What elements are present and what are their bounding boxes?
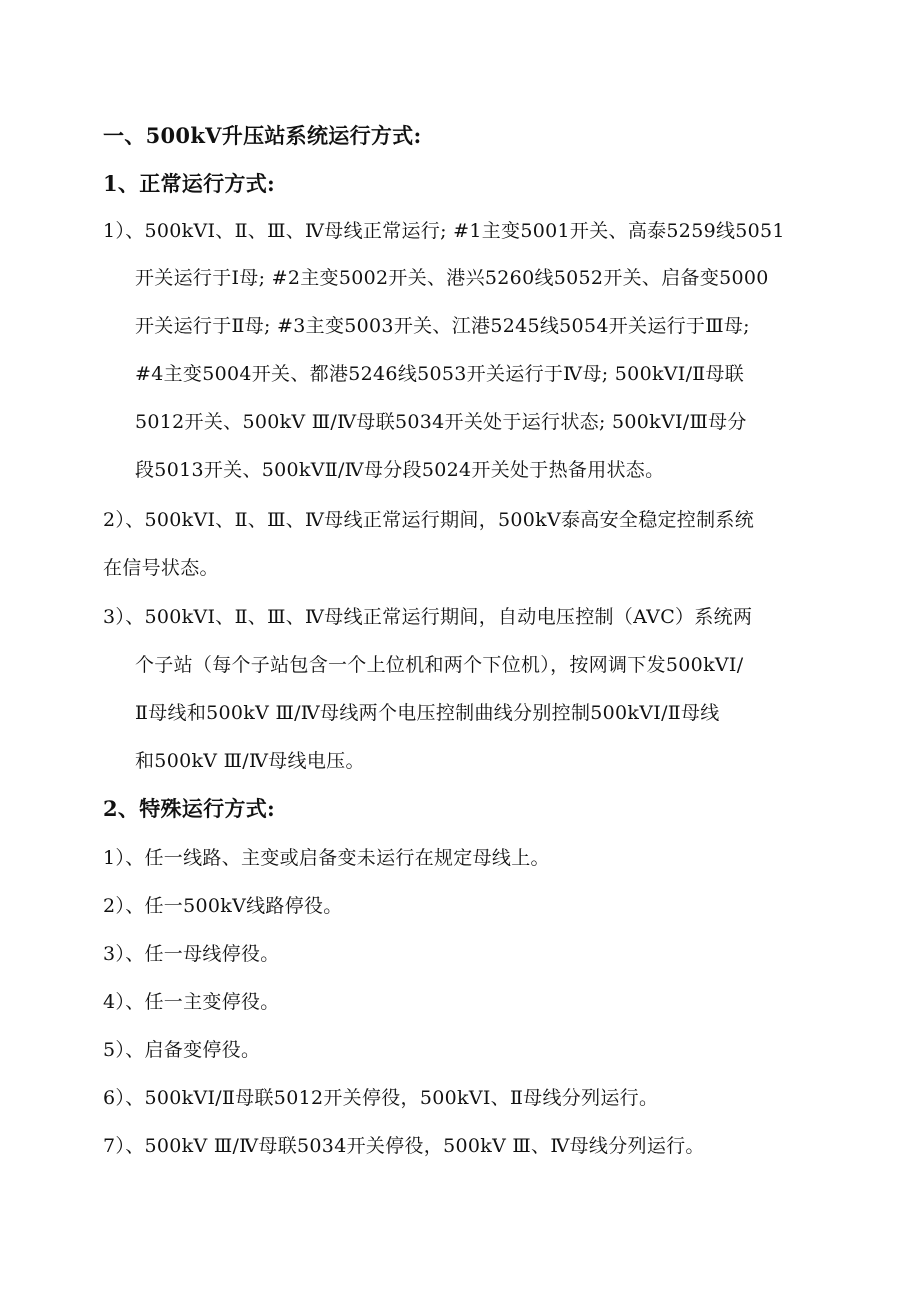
special-item: 5）、启备变停役。 [103,1039,261,1061]
special-item: 1）、任一线路、主变或启备变未运行在规定母线上。 [103,847,550,869]
item1-line: 开关运行于Ⅰ母; #2主变5002开关、港兴5260线5052开关、启备变5000 [135,267,769,289]
item1-line: 5012开关、500kV Ⅲ/Ⅳ母联5034开关处于运行状态; 500kVⅠ/Ⅲ母分 [135,411,747,433]
special-item: 7）、500kV Ⅲ/Ⅳ母联5034开关停役，500kV Ⅲ、Ⅳ母线分列运行。 [103,1135,705,1157]
special-item: 2）、任一500kV线路停役。 [103,895,343,917]
item3-line: Ⅱ母线和500kV Ⅲ/Ⅳ母线两个电压控制曲线分别控制500kVⅠ/Ⅱ母线 [135,702,720,724]
item3-line: 个子站（每个子站包含一个上位机和两个下位机），按网调下发500kVⅠ/ [135,654,744,676]
section1-title: 1、正常运行方式: [103,171,276,196]
item2-line: 在信号状态。 [103,557,219,579]
section2-title: 2、特殊运行方式: [103,796,276,821]
special-item: 6）、500kVⅠ/Ⅱ母联5012开关停役，500kVⅠ、Ⅱ母线分列运行。 [103,1087,659,1109]
item3-line: 3）、500kVⅠ、Ⅱ、Ⅲ、Ⅳ母线正常运行期间，自动电压控制（AVC）系统两 [103,606,753,628]
item2-line: 2）、500kVⅠ、Ⅱ、Ⅲ、Ⅳ母线正常运行期间，500kV泰高安全稳定控制系统 [103,509,755,531]
item1-line: #4主变5004开关、都港5246线5053开关运行于Ⅳ母; 500kVⅠ/Ⅱ母联 [135,363,745,385]
main-heading: 一、500kV升压站系统运行方式: [103,123,422,148]
item1-line: 段5013开关、500kVⅡ/Ⅳ母分段5024开关处于热备用状态。 [135,459,665,481]
item1-line: 开关运行于Ⅱ母; #3主变5003开关、江港5245线5054开关运行于Ⅲ母; [135,315,750,337]
item1-line: 1）、500kVⅠ、Ⅱ、Ⅲ、Ⅳ母线正常运行; #1主变5001开关、高泰5259线5051 [103,220,785,242]
special-item: 4）、任一主变停役。 [103,991,280,1013]
item3-line: 和500kV Ⅲ/Ⅳ母线电压。 [135,750,365,772]
special-item: 3）、任一母线停役。 [103,943,280,965]
